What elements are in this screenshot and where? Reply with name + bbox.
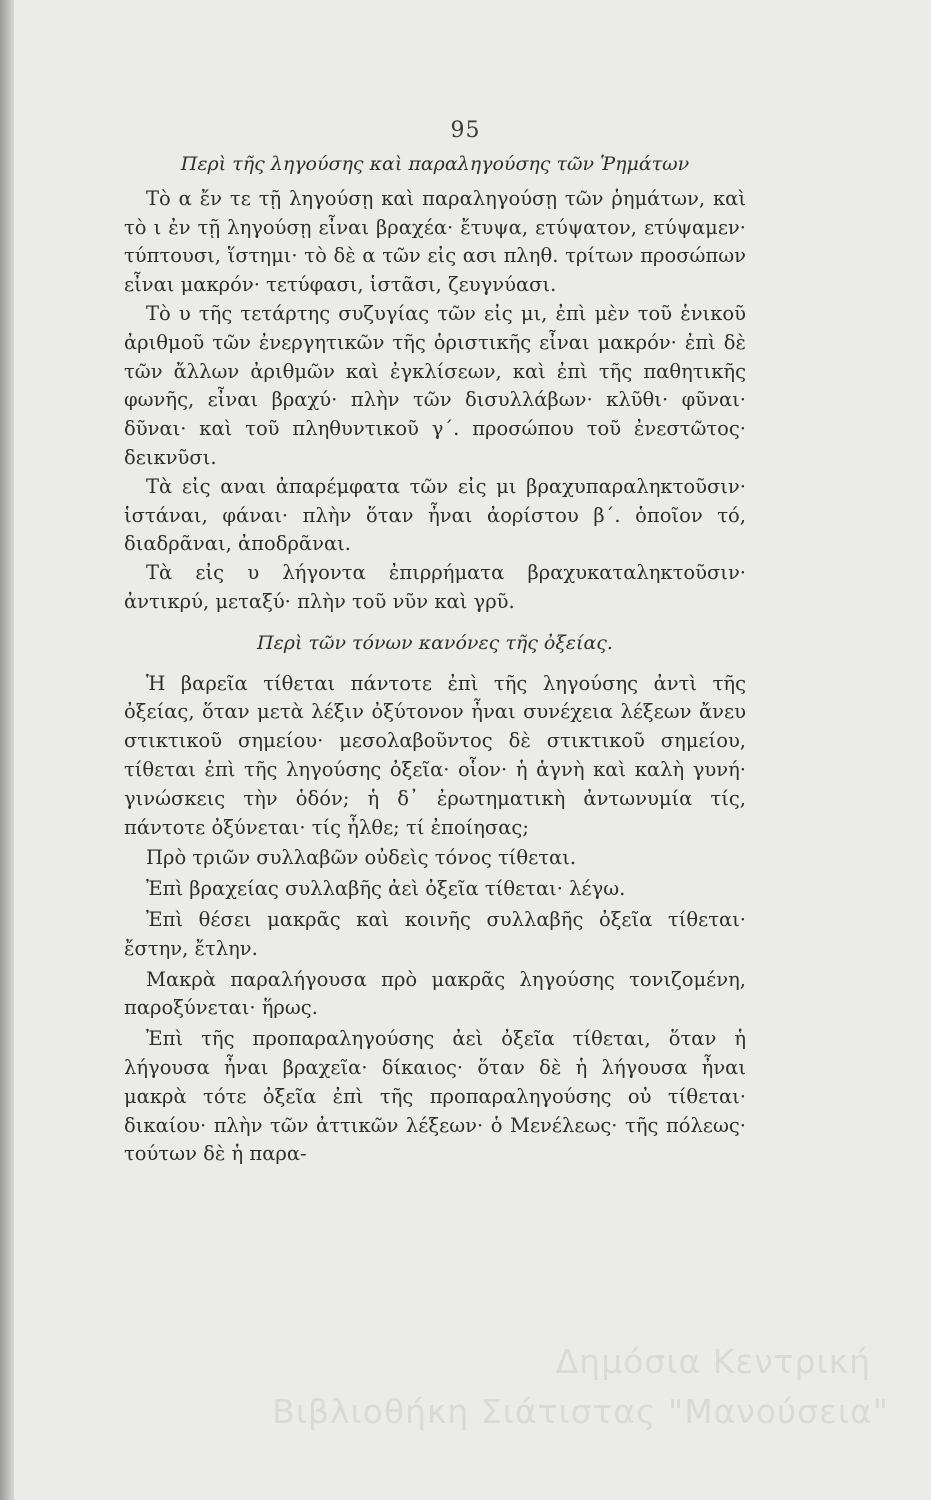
paragraph: Ἡ βαρεῖα τίθεται πάντοτε ἐπὶ τῆς ληγούσης ἀντὶ τῆς ὀξείας, ὅταν μετὰ λέξιν ὀξύτονον ἦναι συνέχεια λέξεων ἄνευ στικτικοῦ σημείου· μεσολαβοῦντος δὲ στικτικοῦ σημείου, τίθεται ἐπὶ τῆς ληγούσης ὀξεῖα· οἷον· ἡ ἁγνὴ καὶ καλὴ γυνή· γινώσκεις τὴν ὁδόν; ἡ δ᾽ ἐρωτηματικὴ ἀντωνυμία τίς, πάντοτε ὀξύνεται· τίς ἦλθε; τί ἐποίησας;	[124, 671, 746, 839]
section-heading: Περὶ τῆς ληγούσης καὶ παραληγούσης τῶν Ῥημάτων	[180, 153, 690, 175]
paragraph: Ἐπὶ θέσει μακρᾶς καὶ κοινῆς συλλαβῆς ὀξεῖα τίθεται· ἔστην, ἔτλην.	[124, 907, 746, 960]
library-watermark-line1: Δημόσια Κεντρική	[555, 1342, 871, 1381]
paragraph: Τὰ εἰς αναι ἀπαρέμφατα τῶν εἰς μι βραχυπαραληκτοῦσιν· ἱστάναι, φάναι· πλὴν ὅταν ἦναι ἀορίστου β΄. ὁποῖον τό, διαδρᾶναι, ἀποδρᾶναι.	[124, 474, 746, 556]
paragraph: Μακρὰ παραλήγουσα πρὸ μακρᾶς ληγούσης τονιζομένη, παροξύνεται· ἥρως.	[124, 967, 746, 1020]
page-text	[124, 148, 746, 1169]
paragraph: Τὸ υ τῆς τετάρτης συζυγίας τῶν εἰς μι, ἐπὶ μὲν τοῦ ἑνικοῦ ἀριθμοῦ τῶν ἐνεργητικῶν τῆς ὁριστικῆς εἶναι μακρόν· ἐπὶ δὲ τῶν ἄλλων ἀριθμῶν καὶ ἐγκλίσεων, καὶ ἐπὶ τῆς παθητικῆς φωνῆς, εἶναι βραχύ· πλὴν τῶν δισυλλάβων· κλῦθι· φῦναι· δῦναι· καὶ τοῦ πληθυντικοῦ γ΄. προσώπου τοῦ ἐνεστῶτος· δεικνῦσι.	[124, 301, 746, 469]
library-watermark-line2: Βιβλιοθήκη Σιάτιστας "Μανούσεια"	[272, 1392, 889, 1431]
page-number: 95	[450, 118, 481, 143]
paragraph: Ἐπὶ βραχείας συλλαβῆς ἀεὶ ὀξεῖα τίθεται· λέγω.	[146, 877, 626, 901]
paragraph: Πρὸ τριῶν συλλαβῶν οὐδεὶς τόνος τίθεται.	[146, 846, 577, 870]
paragraph: Ἐπὶ τῆς προπαραληγούσης ἀεὶ ὀξεῖα τίθεται, ὅταν ἡ λήγουσα ἦναι βραχεῖα· δίκαιος· ὅταν δὲ ἡ λήγουσα ἦναι μακρὰ τότε ὀξεῖα ἐπὶ τῆς προπαραληγούσης οὐ τίθεται· δικαίου· πλὴν τῶν ἀττικῶν λέξεων· ὁ Μενέλεως· τῆς πόλεως· τούτων δὲ ἡ παρα-	[124, 1027, 746, 1166]
paragraph: Τὰ εἰς υ λήγοντα ἐπιρρήματα βραχυκαταληκτοῦσιν· ἀντικρύ, μεταξύ· πλὴν τοῦ νῦν καὶ γρῦ.	[124, 561, 746, 613]
paragraph: Τὸ α ἔν τε τῇ ληγούσῃ καὶ παραληγούσῃ τῶν ῥημάτων, καὶ τὸ ι ἐν τῇ ληγούσῃ εἶναι βραχέα· ἔτυψα, ετύψατον, ετύψαμεν· τύπτουσι, ἵστημι· τὸ δὲ α τῶν εἰς ασι πληθ. τρίτων προσώπων εἶναι μακρόν· τετύφασι, ἱστᾶσι, ζευγνύασι.	[124, 186, 746, 297]
page-edge-shadow	[0, 0, 14, 1500]
section-heading-accents: Περὶ τῶν τόνων κανόνες τῆς ὀξείας.	[257, 631, 613, 654]
